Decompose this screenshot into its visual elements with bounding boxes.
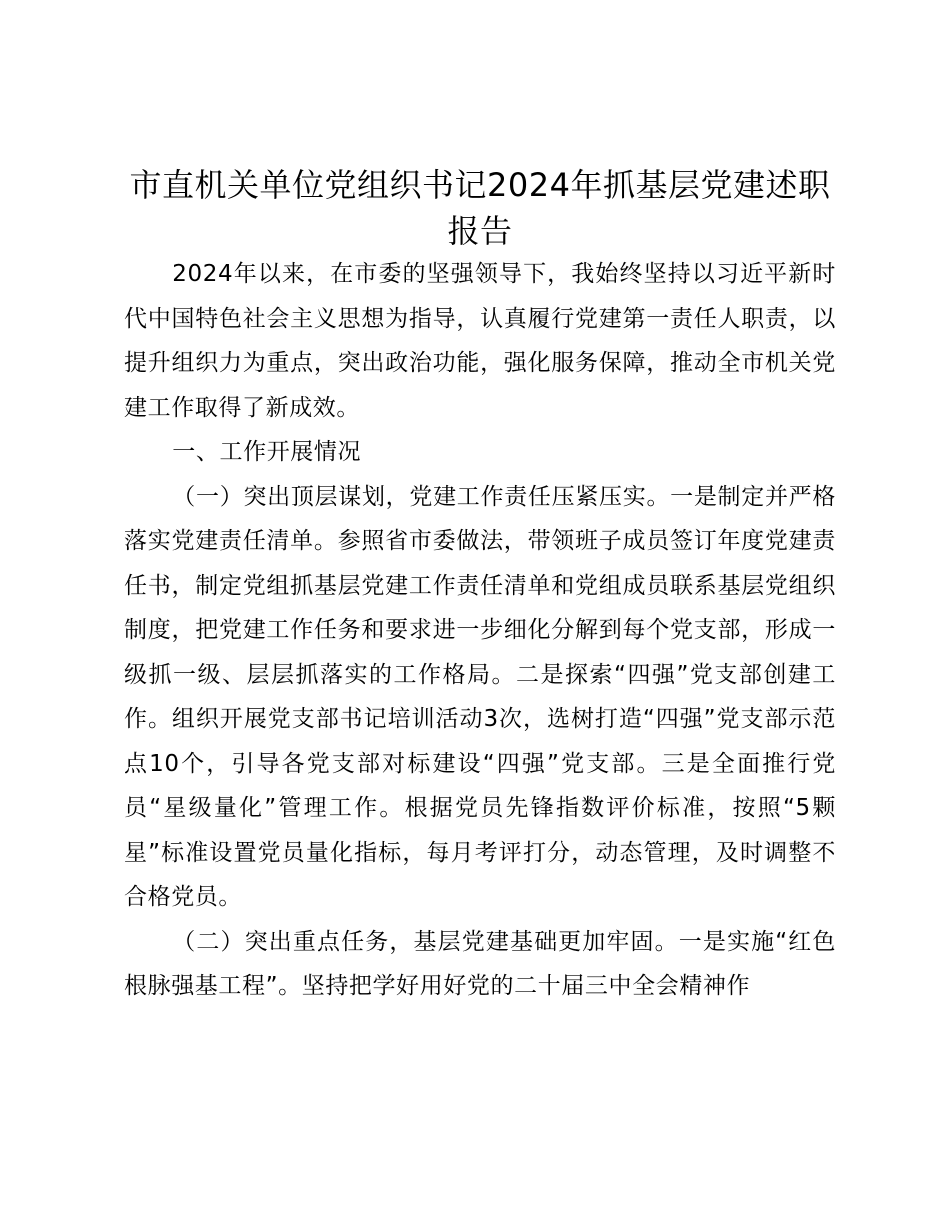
document-body xyxy=(124,162,836,1009)
body-paragraph: （一）突出顶层谋划，党建工作责任压紧压实。一是制定并严格落实党建责任清单。参照省市委做法，带领班子成员签订年度党建责任书，制定党组抓基层党建工作责任清单和党组成员联系基层党组织制度，把党建工作任务和要求进一步细化分解到每个党支部，形成一级抓一级、层层抓落实的工作格局。二是探索“四强”党支部创建工作。组织开展党支部书记培训活动3次，选树打造“四强”党支部示范点10个，引导各党支部对标建设“四强”党支部。三是全面推行党员“星级量化”管理工作。根据党员先锋指数评价标准，按照“5颗星”标准设置党员量化指标，每月考评打分，动态管理，及时调整不合格党员。 xyxy=(124,483,836,910)
body-paragraph: （二）突出重点任务，基层党建基础更加牢固。一是实施“红色根脉强基工程”。坚持把学好用好党的二十届三中全会精神作 xyxy=(124,928,836,999)
intro-paragraph: 2024年以来，在市委的坚强领导下，我始终坚持以习近平新时代中国特色社会主义思想为指导，认真履行党建第一责任人职责，以提升组织力为重点，突出政治功能，强化服务保障，推动全市机关党建工作取得了新成效。 xyxy=(124,261,836,421)
document-title: 市直机关单位党组织书记2024年抓基层党建述职报告 xyxy=(129,166,831,250)
section-heading: 一、工作开展情况 xyxy=(172,439,362,465)
